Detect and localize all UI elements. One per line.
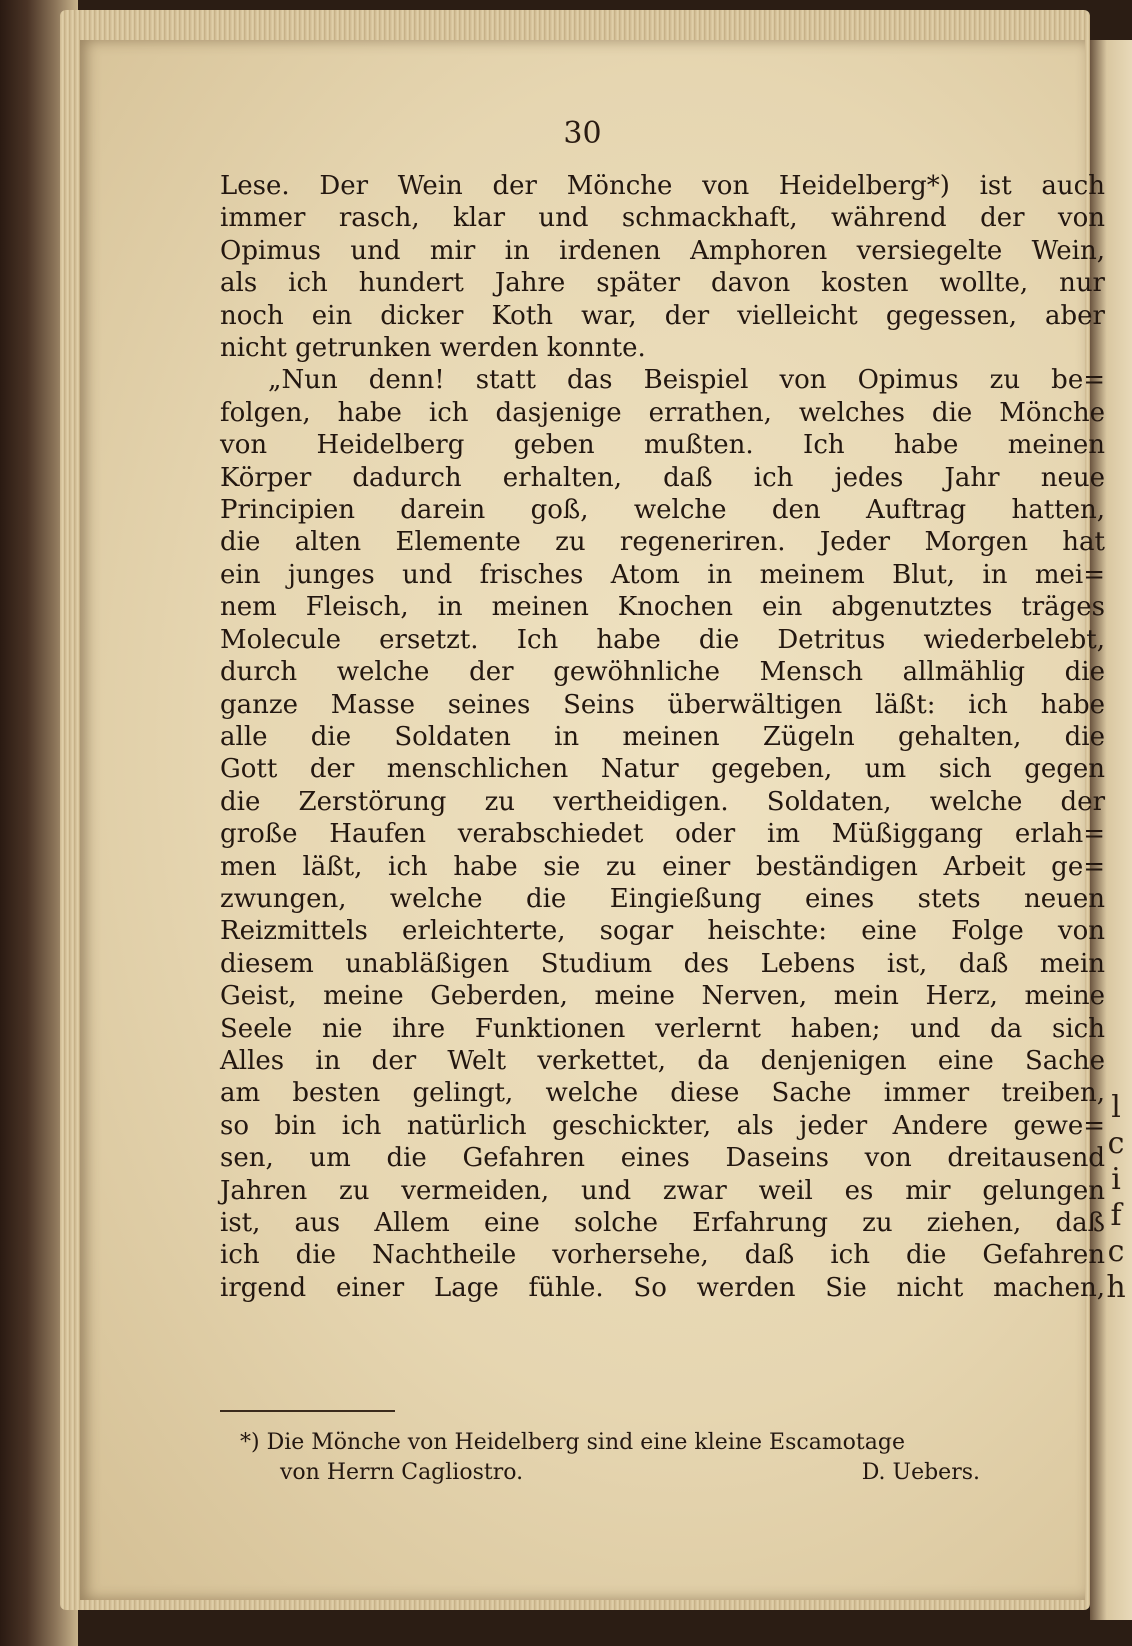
text-line: Gott der menschlichen Natur gegeben, um sich gegen <box>220 754 1105 785</box>
text-line: zwungen, welche die Eingießung eines stets neuen <box>220 883 1105 914</box>
text-line: men läßt, ich habe sie zu einer beständigen Arbeit ge= <box>220 851 1105 882</box>
text-line: so bin ich natürlich geschickter, als jeder Andere gewe= <box>220 1110 1105 1141</box>
text-line: am besten gelingt, welche diese Sache immer treiben, <box>220 1078 1105 1109</box>
footnote <box>240 1428 1105 1488</box>
text-line: sen, um die Gefahren eines Daseins von dreitausend <box>220 1143 1105 1174</box>
text-line: „Nun denn! statt das Beispiel von Opimus zu be= <box>268 365 1105 396</box>
footnote-line: von Herrn Cagliostro. <box>280 1460 524 1485</box>
footnote-signature: D. Uebers. <box>861 1460 980 1485</box>
footnote-divider <box>220 1410 395 1412</box>
text-line: die alten Elemente zu regeneriren. Jeder Morgen hat <box>220 527 1105 558</box>
text-line: alle die Soldaten in meinen Zügeln gehalten, die <box>220 721 1105 752</box>
facing-letter: c <box>1107 1234 1125 1269</box>
text-line: Jahren zu vermeiden, und zwar weil es mir gelungen <box>220 1175 1105 1206</box>
text-line: Seele nie ihre Funktionen verlernt haben; und da sich <box>220 1013 1105 1044</box>
facing-letter: c <box>1107 1126 1125 1161</box>
text-line: diesem unabläßigen Studium des Lebens ist, daß mein <box>220 948 1105 979</box>
text-line: große Haufen verabschiedet oder im Müßiggang erlah= <box>220 819 1105 850</box>
footnote-line: *) Die Mönche von Heidelberg sind eine kleine Escamotage <box>240 1430 905 1455</box>
facing-letter: i <box>1111 1162 1121 1197</box>
text-line: Opimus und mir in irdenen Amphoren versiegelte Wein, <box>220 235 1105 266</box>
text-line: irgend einer Lage fühle. So werden Sie nicht machen, <box>220 1272 1105 1303</box>
book-page <box>80 40 1105 1600</box>
text-line: von Heidelberg geben mußten. Ich habe meinen <box>220 430 1105 461</box>
text-line: ist, aus Allem eine solche Erfahrung zu ziehen, daß <box>220 1208 1105 1238</box>
text-line: Molecule ersetzt. Ich habe die Detritus wiederbelebt, <box>220 624 1105 655</box>
text-line: Körper dadurch erhalten, daß ich jedes Jahr neue <box>220 462 1105 493</box>
text-line: Reizmittels erleichterte, sogar heischte: eine Folge von <box>220 916 1105 947</box>
text-line: nem Fleisch, in meinen Knochen ein abgenutztes träges <box>220 592 1105 623</box>
facing-letter: f <box>1110 1198 1122 1233</box>
text-line: die Zerstörung zu vertheidigen. Soldaten, welche der <box>220 786 1105 817</box>
text-line: immer rasch, klar und schmackhaft, während der von <box>220 203 1105 234</box>
text-line: nicht getrunken werden konnte. <box>220 333 646 364</box>
text-line: ich die Nachtheile vorhersehe, daß ich die Gefahren <box>220 1240 1105 1271</box>
text-line: Lese. Der Wein der Mönche von Heidelberg*) ist auch <box>220 171 1105 201</box>
body-text <box>220 170 1105 1304</box>
facing-letter: l <box>1111 1090 1121 1125</box>
facing-letter: h <box>1106 1270 1126 1305</box>
text-line: ein junges und frisches Atom in meinem Blut, in mei= <box>220 559 1105 590</box>
text-line: Geist, meine Geberden, meine Nerven, mein Herz, meine <box>220 981 1105 1012</box>
text-line: Principien darein goß, welche den Auftrag hatten, <box>220 495 1105 526</box>
text-line: noch ein dicker Koth war, der vielleicht gegessen, aber <box>220 300 1105 331</box>
text-line: durch welche der gewöhnliche Mensch allmählig die <box>220 657 1105 688</box>
text-line: Alles in der Welt verkettet, da denjenigen eine Sache <box>220 1045 1105 1076</box>
text-line: folgen, habe ich dasjenige errathen, welches die Mönche <box>220 397 1105 428</box>
text-line: ganze Masse seines Seins überwältigen läßt: ich habe <box>220 689 1105 720</box>
facing-page-text-fragment <box>1106 1090 1126 1306</box>
text-line: als ich hundert Jahre später davon kosten wollte, nur <box>220 268 1105 299</box>
page-number: 30 <box>563 116 602 151</box>
